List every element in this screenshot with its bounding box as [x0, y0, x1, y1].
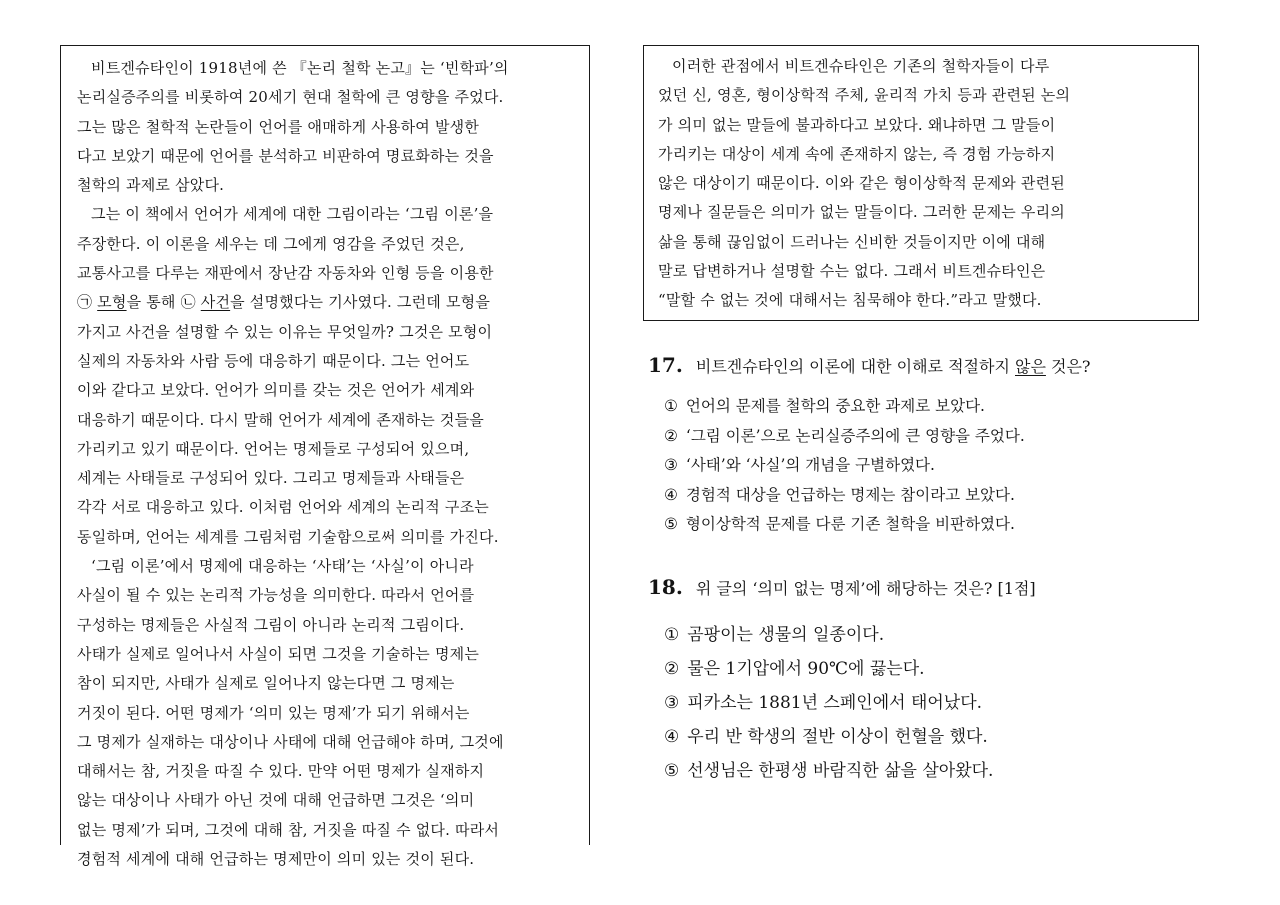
passage-line: 실제의 자동차와 사람 등에 대응하기 때문이다. 그는 언어도 — [77, 351, 470, 370]
passage-line: 주장한다. 이 이론을 세우는 데 그에게 영감을 주었던 것은, — [77, 234, 465, 253]
answer-option-5[interactable] — [664, 510, 1208, 540]
reading-passage-left — [60, 45, 590, 869]
question-stem — [648, 348, 1208, 382]
question-number: 17. — [648, 353, 683, 377]
passage-line: 그 명제가 실재하는 대상이나 사태에 대해 언급해야 하며, 그것에 — [77, 732, 504, 751]
passage-line: 다고 보았기 때문에 언어를 분석하고 비판하여 명료화하는 것을 — [77, 146, 494, 165]
option-text: 형이상학적 문제를 다룬 기존 철학을 비판하였다. — [685, 515, 1015, 533]
passage-line: 거짓이 된다. 어떤 명제가 ‘의미 있는 명제’가 되기 위해서는 — [77, 703, 470, 722]
passage-line: 비트겐슈타인이 1918년에 쓴 『논리 철학 논고』는 ‘빈학파’의 — [91, 59, 509, 77]
passage-line: 삶을 통해 끊임없이 드러나는 신비한 것들이지만 이에 대해 — [658, 232, 1046, 251]
line-text: 을 통해 — [126, 293, 176, 312]
answer-options — [648, 392, 1208, 540]
stem-text: 것은? — [1051, 357, 1091, 376]
passage-line: 없는 명제’가 되며, 그것에 대해 참, 거짓을 따질 수 없다. 따라서 — [77, 820, 500, 839]
passage-line: 대응하기 때문이다. 다시 말해 언어가 세계에 존재하는 것들을 — [77, 410, 484, 429]
answer-option-1[interactable] — [664, 392, 1208, 422]
question-number: 18. — [648, 575, 683, 599]
passage-line: 각각 서로 대응하고 있다. 이처럼 언어와 세계의 논리적 구조는 — [77, 498, 489, 517]
passage-line: 이러한 관점에서 비트겐슈타인은 기존의 철학자들이 다루 — [672, 57, 1050, 75]
answer-option-2[interactable] — [664, 422, 1208, 452]
answer-options — [648, 618, 1208, 788]
passage-line: 이와 같다고 보았다. 언어가 의미를 갖는 것은 언어가 세계와 — [77, 381, 475, 400]
underlined-term-model: 모형 — [97, 293, 127, 312]
option-text: 피카소는 1881년 스페인에서 태어났다. — [687, 693, 983, 713]
option-text: 물은 1기압에서 90℃에 끓는다. — [687, 659, 925, 679]
passage-line: 그는 이 책에서 언어가 세계에 대한 그림이라는 ‘그림 이론’을 — [91, 205, 494, 224]
option-number: ④ — [664, 727, 680, 747]
option-number: ⑤ — [664, 761, 680, 781]
option-number: ④ — [664, 485, 678, 504]
passage-line: 말로 답변하거나 설명할 수는 없다. 그래서 비트겐슈타인은 — [658, 262, 1046, 281]
passage-line: 가 의미 없는 말들에 불과하다고 보았다. 왜냐하면 그 말들이 — [658, 115, 1056, 134]
option-number: ⑤ — [664, 515, 678, 533]
passage-line: 대해서는 참, 거짓을 따질 수 있다. 만약 어떤 명제가 실재하지 — [77, 762, 485, 781]
stem-text: 비트겐슈타인의 이론에 대한 이해로 적절하지 — [695, 357, 1010, 376]
question-stem — [648, 570, 1208, 604]
answer-option-1[interactable] — [664, 618, 1208, 652]
answer-option-4[interactable] — [664, 720, 1208, 754]
option-number: ① — [664, 397, 678, 415]
passage-line: 않은 대상이기 때문이다. 이와 같은 형이상학적 문제와 관련된 — [658, 174, 1065, 193]
option-number: ② — [664, 659, 680, 679]
passage-line: 가리키고 있기 때문이다. 언어는 명제들로 구성되어 있으며, — [77, 439, 470, 458]
reading-passage-right — [643, 45, 1199, 321]
option-text: 선생님은 한평생 바람직한 삶을 살아왔다. — [687, 761, 994, 781]
passage-line: 교통사고를 다루는 재판에서 장난감 자동차와 인형 등을 이용한 — [77, 264, 494, 283]
option-text: 언어의 문제를 철학의 중요한 과제로 보았다. — [685, 397, 985, 415]
passage-line: 참이 되지만, 사태가 실제로 일어나지 않는다면 그 명제는 — [77, 674, 455, 693]
underlined-term-event: 사건 — [200, 293, 231, 312]
answer-option-3[interactable] — [664, 686, 1208, 720]
passage-line: “말할 수 없는 것에 대해서는 침묵해야 한다.”라고 말했다. — [658, 291, 1042, 310]
answer-option-5[interactable] — [664, 754, 1208, 788]
option-text: ‘그림 이론’으로 논리실증주의에 큰 영향을 주었다. — [685, 426, 1025, 445]
line-text: 을 설명했다는 기사였다. 그런데 모형을 — [230, 293, 491, 312]
passage-line: 그는 많은 철학적 논란들이 언어를 애매하게 사용하여 발생한 — [77, 117, 480, 136]
passage-line: 었던 신, 영혼, 형이상학적 주체, 윤리적 가치 등과 관련된 논의 — [658, 86, 1071, 105]
passage-line: 철학의 과제로 삼았다. — [77, 176, 225, 195]
passage-line: ‘그림 이론’에서 명제에 대응하는 ‘사태’는 ‘사실’이 아니라 — [91, 557, 474, 576]
option-text: 경험적 대상을 언급하는 명제는 참이라고 보았다. — [685, 485, 1015, 504]
option-number: ② — [664, 426, 678, 445]
passage-line: 구성하는 명제들은 사실적 그림이 아니라 논리적 그림이다. — [77, 615, 465, 634]
passage-line: 세계는 사태들로 구성되어 있다. 그리고 명제들과 사태들은 — [77, 469, 465, 488]
stem-emphasis: 않은 — [1015, 357, 1046, 376]
passage-line: 동일하며, 언어는 세계를 그림처럼 기술함으로써 의미를 가진다. — [77, 527, 499, 546]
option-text: 곰팡이는 생물의 일종이다. — [687, 625, 885, 645]
passage-line: 가리키는 대상이 세계 속에 존재하지 않는, 즉 경험 가능하지 — [658, 144, 1056, 163]
answer-option-3[interactable] — [664, 451, 1208, 481]
option-text: ‘사태’와 ‘사실’의 개념을 구별하였다. — [685, 456, 935, 474]
option-number: ③ — [664, 693, 680, 713]
passage-line-with-markers — [77, 288, 589, 317]
option-text: 우리 반 학생의 절반 이상이 헌혈을 했다. — [687, 727, 988, 747]
passage-line: 사실이 될 수 있는 논리적 가능성을 의미한다. 따라서 언어를 — [77, 586, 475, 605]
question-17 — [648, 348, 1208, 540]
answer-option-2[interactable] — [664, 652, 1208, 686]
passage-line: 명제나 질문들은 의미가 없는 말들이다. 그러한 문제는 우리의 — [658, 203, 1065, 222]
marker-a: ㉠ — [77, 293, 93, 312]
question-18 — [648, 570, 1208, 788]
passage-line: 가지고 사건을 설명할 수 있는 이유는 무엇일까? 그것은 모형이 — [77, 322, 493, 341]
passage-line: 사태가 실제로 일어나서 사실이 되면 그것을 기술하는 명제는 — [77, 644, 480, 663]
answer-option-4[interactable] — [664, 481, 1208, 511]
passage-line: 논리실증주의를 비롯하여 20세기 현대 철학에 큰 영향을 주었다. — [77, 88, 504, 107]
stem-text: 위 글의 ‘의미 없는 명제’에 해당하는 것은? [1점] — [695, 579, 1036, 598]
option-number: ③ — [664, 456, 678, 474]
passage-line: 않는 대상이나 사태가 아닌 것에 대해 언급하면 그것은 ‘의미 — [77, 791, 475, 810]
option-number: ① — [664, 625, 680, 645]
marker-b: ㉡ — [180, 293, 196, 312]
passage-line: 경험적 세계에 대해 언급하는 명제만이 의미 있는 것이 된다. — [77, 850, 475, 869]
